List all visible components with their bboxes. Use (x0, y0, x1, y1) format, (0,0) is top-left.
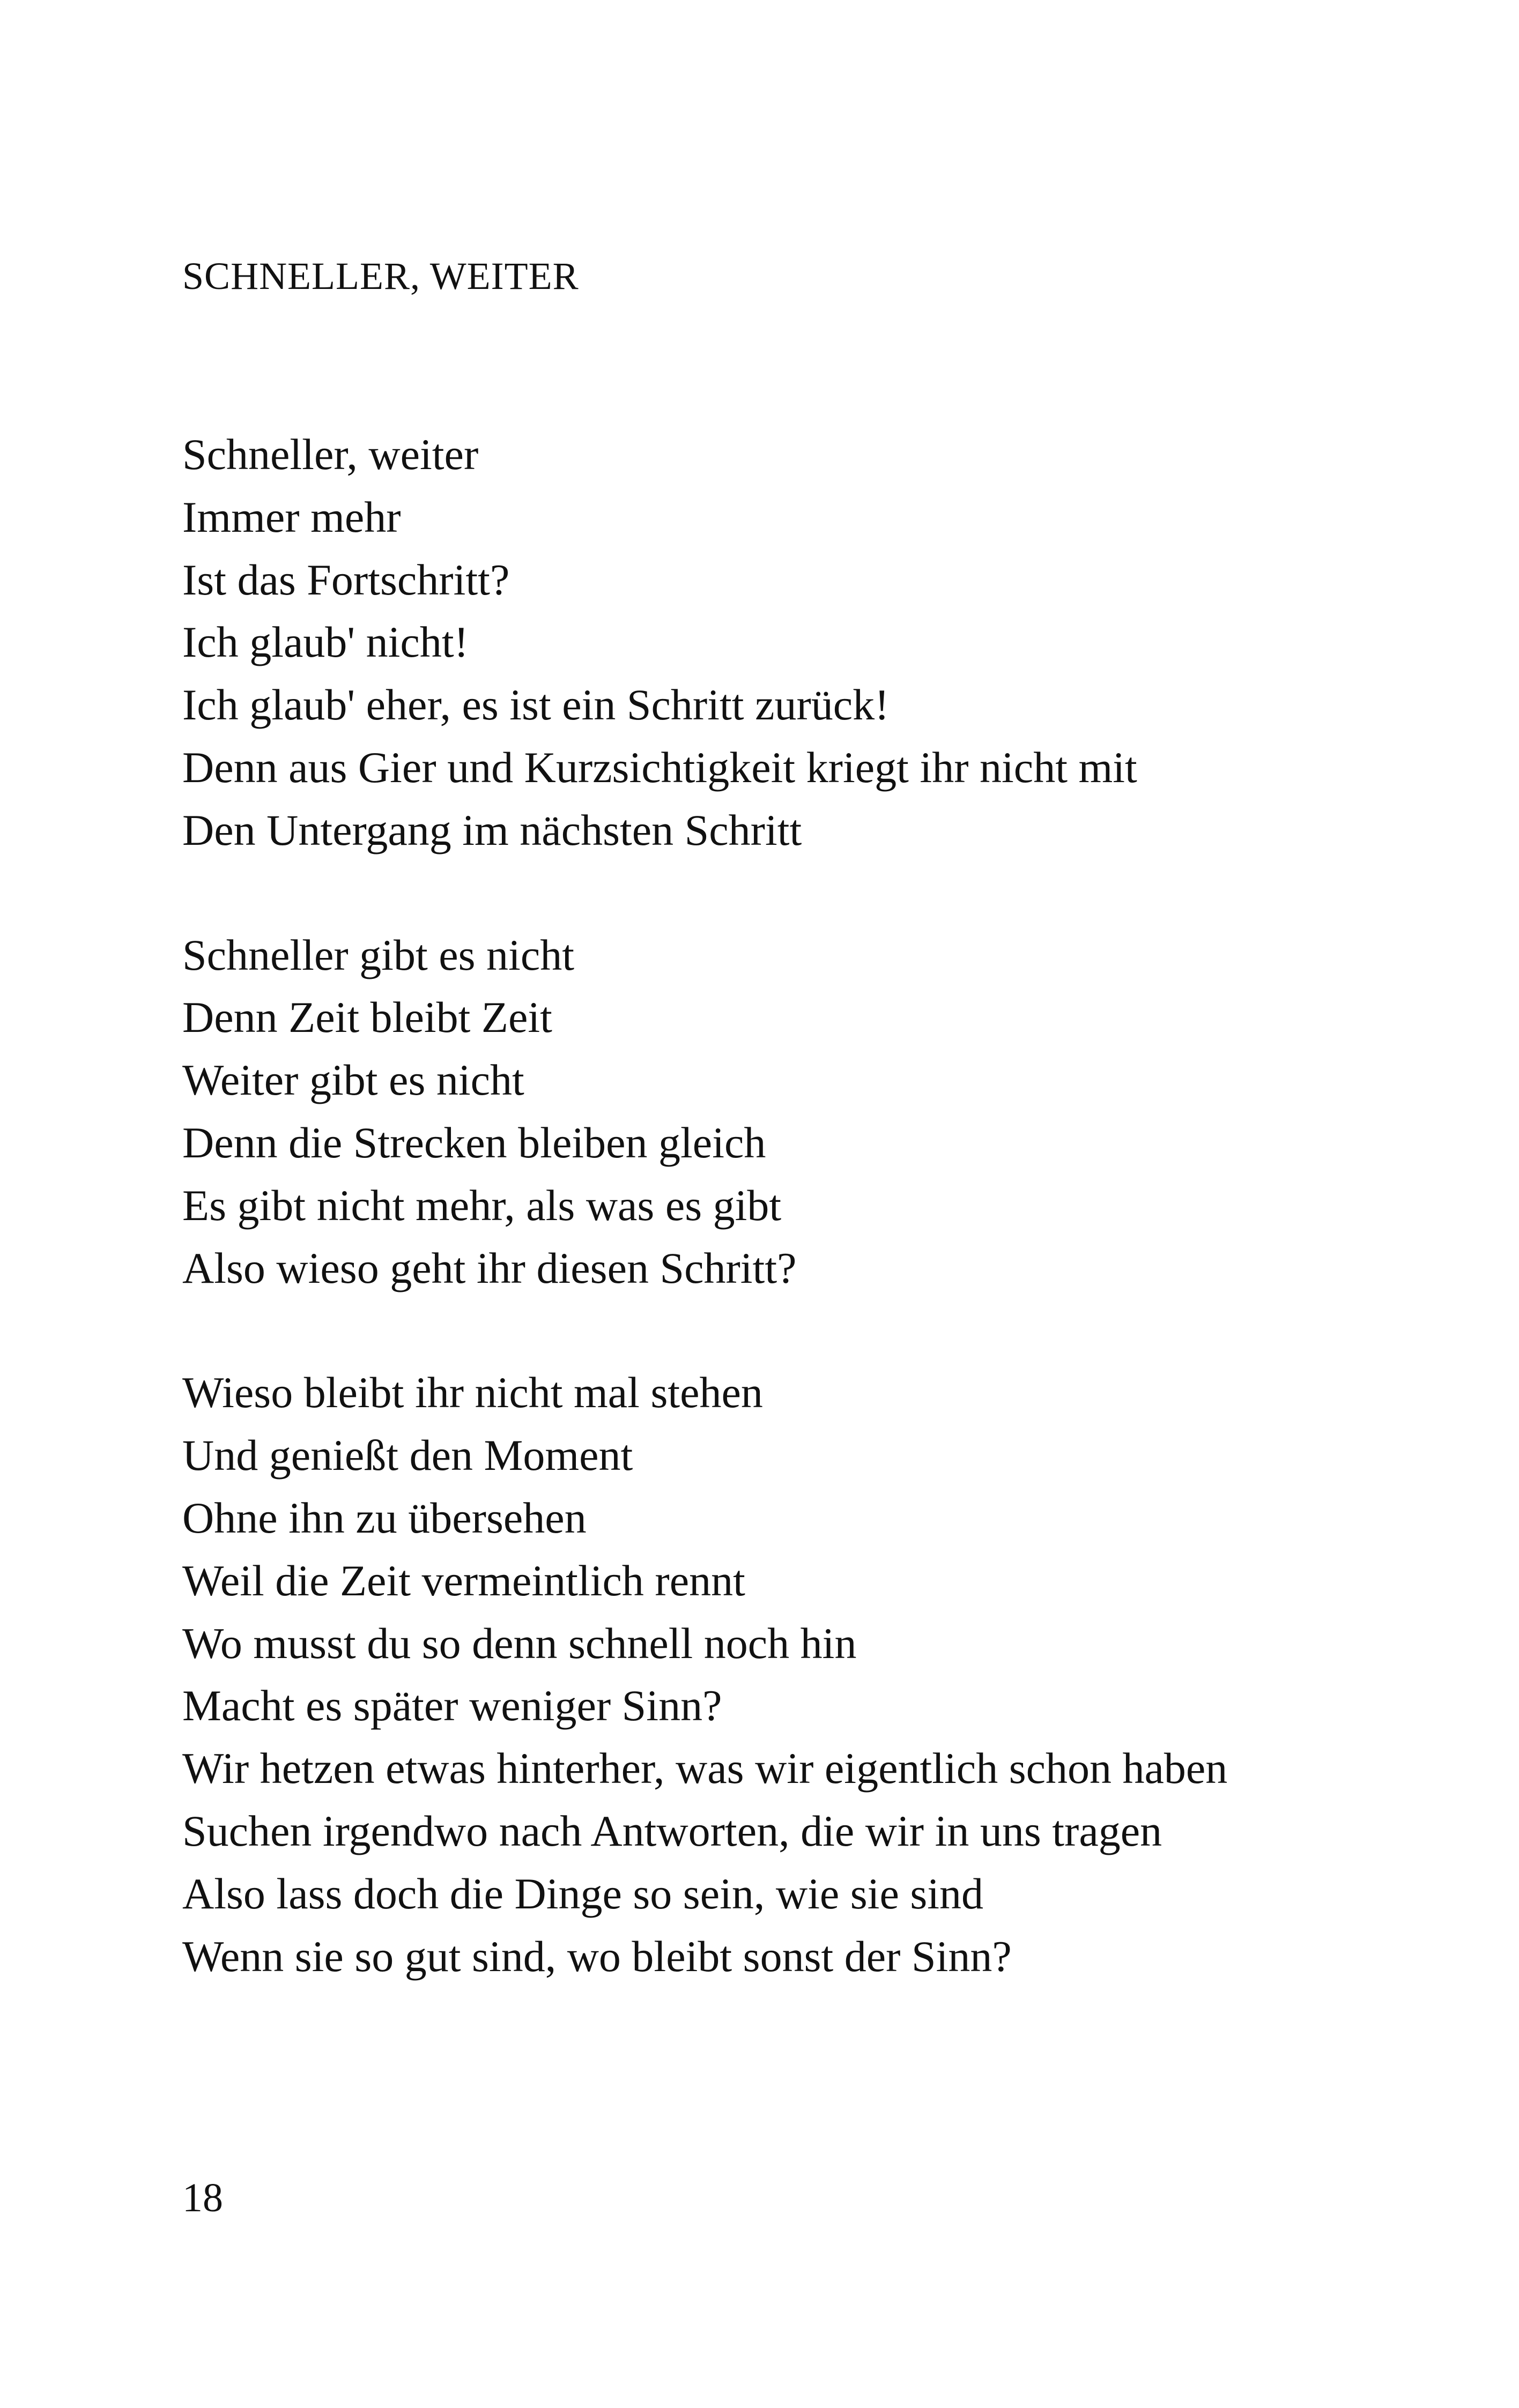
poem-line: Immer mehr (182, 492, 401, 541)
poem-line: Suchen irgendwo nach Antworten, die wir in uns tragen (182, 1806, 1162, 1855)
page-number: 18 (182, 2175, 223, 2220)
poem-line: Schneller, weiter (182, 430, 479, 479)
poem-line: Ist das Fortschritt? (182, 555, 510, 604)
poem-line: Wieso bleibt ihr nicht mal stehen (182, 1368, 763, 1417)
poem-line: Macht es später weniger Sinn? (182, 1681, 722, 1730)
poem-line: Denn die Strecken bleiben gleich (182, 1118, 766, 1167)
poem-line: Weil die Zeit vermeintlich rennt (182, 1556, 745, 1605)
poem-line: Ich glaub' nicht! (182, 618, 469, 667)
poem-line: Ohne ihn zu übersehen (182, 1493, 587, 1542)
poem-line: Wenn sie so gut sind, wo bleibt sonst der Sinn? (182, 1931, 1012, 1981)
poem-line: Wir hetzen etwas hinterher, was wir eigentlich schon haben (182, 1744, 1228, 1793)
poem-line: Schneller gibt es nicht (182, 930, 574, 979)
poem-line: Weiter gibt es nicht (182, 1056, 524, 1105)
stanza-3 (182, 1362, 1416, 1988)
stanza-1 (182, 423, 1416, 862)
poem-line: Also wieso geht ihr diesen Schritt? (182, 1243, 797, 1292)
poem-line: Ich glaub' eher, es ist ein Schritt zurück! (182, 680, 890, 730)
poem-body (182, 423, 1416, 1988)
poem-line: Den Untergang im nächsten Schritt (182, 805, 802, 854)
poem-line: Es gibt nicht mehr, als was es gibt (182, 1180, 782, 1230)
poem-line: Denn aus Gier und Kurzsichtigkeit kriegt ihr nicht mit (182, 742, 1137, 792)
stanza-2 (182, 924, 1416, 1300)
poem-line: Wo musst du so denn schnell noch hin (182, 1618, 857, 1668)
poem-title: SCHNELLER, WEITER (182, 255, 579, 298)
poem-line: Und genießt den Moment (182, 1431, 633, 1480)
poem-line: Denn Zeit bleibt Zeit (182, 993, 552, 1042)
poem-line: Also lass doch die Dinge so sein, wie sie sind (182, 1869, 984, 1918)
